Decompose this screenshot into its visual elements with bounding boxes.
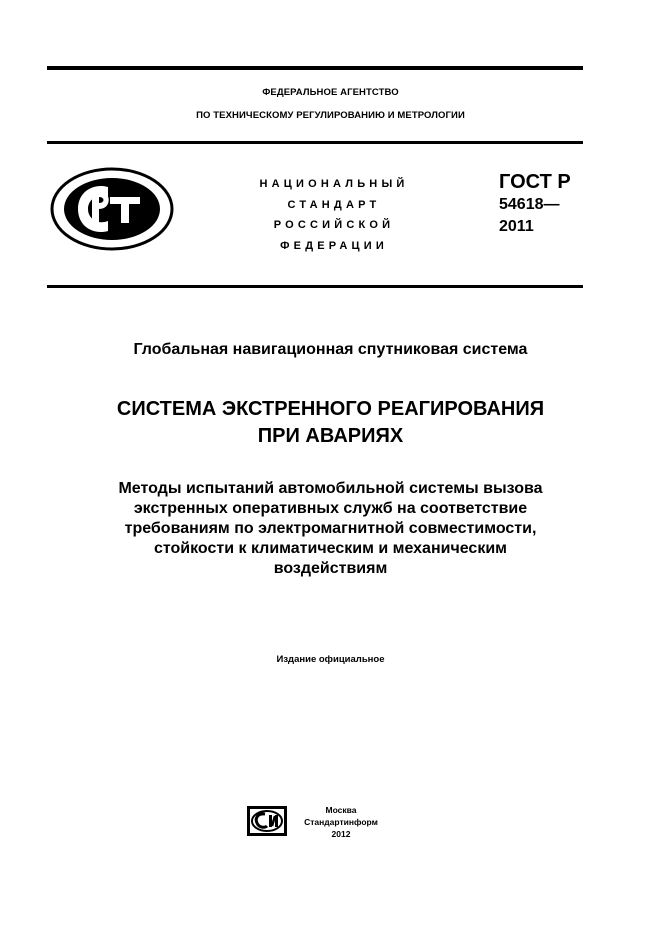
- main-title-line-1: СИСТЕМА ЭКСТРЕННОГО РЕАГИРОВАНИЯ: [116, 398, 545, 420]
- subtitle-line-1: Методы испытаний автомобильной системы вызова: [118, 480, 543, 497]
- agency-line-2: ПО ТЕХНИЧЕСКОМУ РЕГУЛИРОВАНИЮ И МЕТРОЛОГИИ: [196, 110, 465, 121]
- publisher-city: Москва: [325, 805, 357, 815]
- publisher-block: [291, 804, 391, 840]
- designation-line-1: ГОСТ Р: [499, 171, 571, 193]
- publisher-year: 2012: [331, 829, 351, 839]
- title-block-rule: [47, 285, 583, 288]
- national-standard-label: [228, 174, 440, 256]
- agency-line-1: ФЕДЕРАЛЬНОЕ АГЕНТСТВО: [262, 87, 399, 98]
- national-standard-line-4: ФЕДЕРАЦИИ: [280, 239, 388, 252]
- rst-emblem-icon: [50, 167, 174, 251]
- standartinform-logo-icon: [247, 806, 287, 836]
- publisher-name: Стандартинформ: [304, 817, 378, 827]
- designation-line-3: 2011: [499, 218, 534, 235]
- edition-label: Издание официальное: [276, 654, 385, 665]
- designation-line-2: 54618—: [499, 196, 560, 213]
- national-standard-line-2: СТАНДАРТ: [287, 198, 381, 211]
- document-title-main: [0, 396, 661, 450]
- national-standard-line-1: НАЦИОНАЛЬНЫЙ: [259, 178, 409, 190]
- header-rule: [47, 141, 583, 144]
- national-standard-line-3: РОССИЙСКОЙ: [273, 219, 395, 231]
- subtitle-line-4: стойкости к климатическим и механическим: [153, 540, 507, 557]
- top-rule: [47, 66, 583, 70]
- standard-designation: [499, 170, 571, 238]
- subtitle-line-5: воздействиям: [273, 560, 388, 577]
- subtitle-line-2: экстренных оперативных служб на соответствие: [133, 500, 528, 517]
- document-subtitle: [40, 479, 621, 579]
- document-title-general: Глобальная навигационная спутниковая система: [133, 341, 528, 358]
- main-title-line-2: ПРИ АВАРИЯХ: [257, 425, 404, 447]
- subtitle-line-3: требованиям по электромагнитной совместимости,: [124, 520, 537, 537]
